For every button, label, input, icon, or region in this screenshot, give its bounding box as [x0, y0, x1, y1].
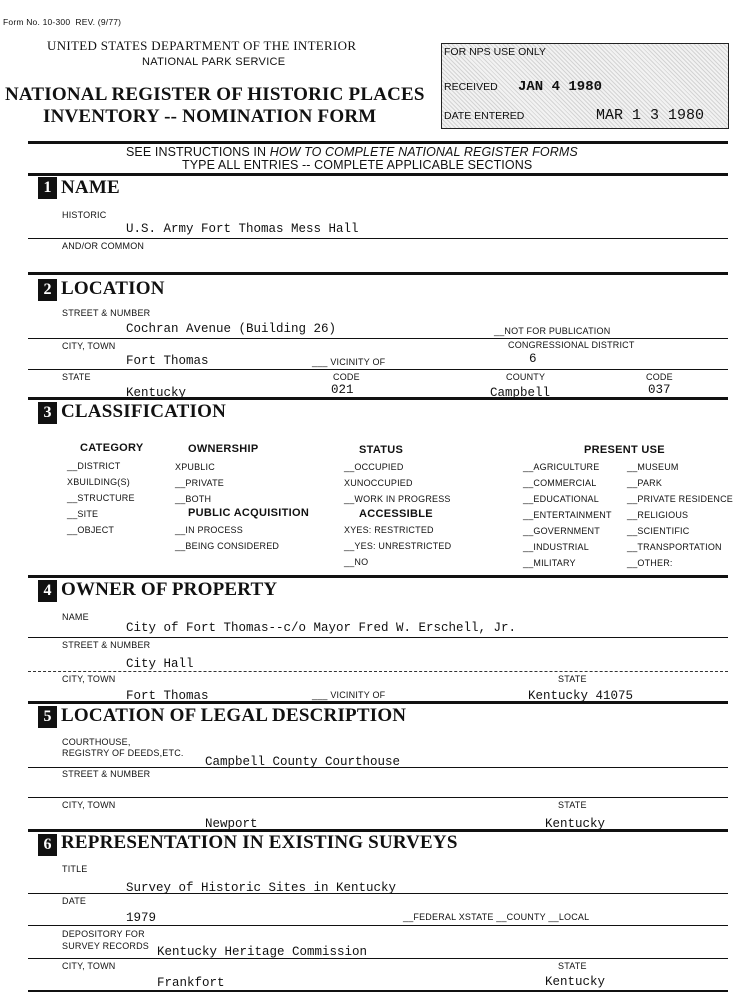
- status-heading: STATUS: [359, 444, 404, 456]
- field-rule: [28, 893, 728, 894]
- survey-date-label: DATE: [62, 896, 87, 906]
- section-number-4: 4: [38, 580, 57, 602]
- instructions-line1: SEE INSTRUCTIONS IN HOW TO COMPLETE NATIONAL REGISTER FORMS: [126, 145, 578, 159]
- code-label: CODE: [333, 372, 360, 382]
- legal-city-value: Newport: [205, 817, 258, 831]
- form-title-line2: INVENTORY -- NOMINATION FORM: [43, 106, 377, 127]
- accessible-option: __YES: UNRESTRICTED: [344, 541, 452, 551]
- category-heading: CATEGORY: [80, 442, 144, 454]
- form-number: Form No. 10-300 REV. (9/77): [3, 17, 122, 27]
- present-use-option: __PARK: [627, 478, 663, 488]
- category-option: __DISTRICT: [67, 461, 121, 471]
- field-rule: [28, 925, 728, 926]
- section-title-name: NAME: [61, 177, 120, 198]
- ownership-option: __BOTH: [175, 494, 212, 504]
- service-name: NATIONAL PARK SERVICE: [142, 56, 286, 68]
- present-use-option: __EDUCATIONAL: [523, 494, 599, 504]
- category-option: __STRUCTURE: [67, 493, 135, 503]
- status-option: __OCCUPIED: [344, 462, 404, 472]
- accessible-option: XYES: RESTRICTED: [344, 525, 434, 535]
- owner-city-label: CITY, TOWN: [62, 674, 116, 684]
- date-entered-label: DATE ENTERED: [444, 110, 525, 122]
- city-value: Fort Thomas: [126, 354, 209, 368]
- received-label: RECEIVED: [444, 81, 498, 93]
- common-name-label: AND/OR COMMON: [62, 241, 145, 251]
- legal-state-label: STATE: [558, 800, 587, 810]
- legal-street-label: STREET & NUMBER: [62, 769, 151, 779]
- not-for-publication: __NOT FOR PUBLICATION: [494, 326, 611, 336]
- owner-street-label: STREET & NUMBER: [62, 640, 151, 650]
- state-label: STATE: [62, 372, 91, 382]
- code-label-2: CODE: [646, 372, 673, 382]
- state-value: Kentucky: [126, 386, 187, 400]
- depository-label-2: SURVEY RECORDS: [62, 941, 149, 951]
- received-stamp: JAN 4 1980: [518, 79, 603, 95]
- survey-level-options: __FEDERAL XSTATE __COUNTY __LOCAL: [403, 912, 590, 922]
- courthouse-label: COURTHOUSE,: [62, 737, 131, 747]
- section-rule: [28, 173, 728, 176]
- owner-state-value: Kentucky 41075: [528, 689, 634, 703]
- survey-city-value: Frankfort: [157, 976, 225, 990]
- section-number-3: 3: [38, 402, 57, 424]
- legal-city-label: CITY, TOWN: [62, 800, 116, 810]
- section-number-5: 5: [38, 706, 57, 728]
- present-use-option: __ENTERTAINMENT: [523, 510, 612, 520]
- form-title-line1: NATIONAL REGISTER OF HISTORIC PLACES: [5, 84, 425, 105]
- present-use-option: __MUSEUM: [627, 462, 679, 472]
- section-number-1: 1: [38, 177, 57, 199]
- street-value: Cochran Avenue (Building 26): [126, 322, 337, 336]
- registry-label: REGISTRY OF DEEDS,ETC.: [62, 748, 184, 758]
- owner-street-value: City Hall: [126, 657, 194, 671]
- field-rule: [28, 797, 728, 798]
- owner-name-label: NAME: [62, 612, 89, 622]
- state-code-value: 021: [331, 383, 354, 397]
- date-entered-stamp: MAR 1 3 1980: [596, 107, 705, 124]
- ownership-option: XPUBLIC: [175, 462, 215, 472]
- congressional-district-value: 6: [529, 352, 537, 366]
- present-use-option: __COMMERCIAL: [523, 478, 597, 488]
- survey-state-value: Kentucky: [545, 975, 606, 989]
- field-rule: [28, 671, 728, 672]
- accessible-heading: ACCESSIBLE: [359, 508, 433, 520]
- present-use-option: __SCIENTIFIC: [627, 526, 690, 536]
- section-title-legal-description: LOCATION OF LEGAL DESCRIPTION: [61, 705, 407, 726]
- present-use-option: __AGRICULTURE: [523, 462, 600, 472]
- survey-state-label: STATE: [558, 961, 587, 971]
- depository-label-1: DEPOSITORY FOR: [62, 929, 145, 939]
- owner-vicinity-label: ___ VICINITY OF: [312, 690, 386, 700]
- vicinity-label: ___ VICINITY OF: [312, 357, 386, 367]
- department-name: UNITED STATES DEPARTMENT OF THE INTERIOR: [47, 38, 357, 53]
- ownership-heading: OWNERSHIP: [188, 443, 259, 455]
- acquisition-option: __IN PROCESS: [175, 525, 243, 535]
- field-rule: [28, 637, 728, 638]
- county-code-value: 037: [648, 383, 671, 397]
- field-rule: [28, 958, 728, 959]
- status-option: XUNOCCUPIED: [344, 478, 413, 488]
- present-use-option: __INDUSTRIAL: [523, 542, 589, 552]
- survey-title-value: Survey of Historic Sites in Kentucky: [126, 881, 397, 895]
- street-number-label: STREET & NUMBER: [62, 308, 151, 318]
- section-rule: [28, 397, 728, 400]
- field-rule: [28, 369, 728, 370]
- owner-city-value: Fort Thomas: [126, 689, 209, 703]
- ownership-option: __PRIVATE: [175, 478, 224, 488]
- section-title-classification: CLASSIFICATION: [61, 401, 227, 422]
- accessible-option: __NO: [344, 557, 369, 567]
- section-rule: [28, 701, 728, 704]
- present-use-option: __TRANSPORTATION: [627, 542, 722, 552]
- field-rule: [28, 338, 728, 339]
- county-value: Campbell: [490, 386, 551, 400]
- historic-label: HISTORIC: [62, 210, 107, 220]
- survey-city-label: CITY, TOWN: [62, 961, 116, 971]
- congressional-district-label: CONGRESSIONAL DISTRICT: [508, 340, 635, 350]
- legal-state-value: Kentucky: [545, 817, 606, 831]
- owner-state-label: STATE: [558, 674, 587, 684]
- field-rule: [28, 767, 728, 768]
- present-use-option: __GOVERNMENT: [523, 526, 600, 536]
- present-use-option: __MILITARY: [523, 558, 576, 568]
- acquisition-option: __BEING CONSIDERED: [175, 541, 280, 551]
- courthouse-value: Campbell County Courthouse: [205, 755, 401, 769]
- present-use-option: __PRIVATE RESIDENCE: [627, 494, 733, 504]
- instructions-line2: TYPE ALL ENTRIES -- COMPLETE APPLICABLE SECTIONS: [182, 158, 533, 172]
- survey-title-label: TITLE: [62, 864, 88, 874]
- depository-value: Kentucky Heritage Commission: [157, 945, 368, 959]
- bottom-rule: [28, 990, 728, 992]
- nps-box-heading: FOR NPS USE ONLY: [444, 46, 546, 58]
- present-use-heading: PRESENT USE: [584, 444, 665, 456]
- historic-name-value: U.S. Army Fort Thomas Mess Hall: [126, 222, 359, 236]
- section-rule: [28, 272, 728, 275]
- field-rule: [28, 238, 728, 239]
- section-rule: [28, 575, 728, 578]
- present-use-option: __OTHER:: [627, 558, 673, 568]
- section-number-2: 2: [38, 279, 57, 301]
- city-town-label: CITY, TOWN: [62, 341, 116, 351]
- category-option: XBUILDING(S): [67, 477, 130, 487]
- category-option: __SITE: [67, 509, 99, 519]
- county-label: COUNTY: [506, 372, 546, 382]
- category-option: __OBJECT: [67, 525, 115, 535]
- section-title-surveys: REPRESENTATION IN EXISTING SURVEYS: [61, 832, 458, 853]
- owner-name-value: City of Fort Thomas--c/o Mayor Fred W. Erschell, Jr.: [126, 621, 517, 635]
- public-acquisition-heading: PUBLIC ACQUISITION: [188, 507, 310, 519]
- section-title-owner: OWNER OF PROPERTY: [61, 579, 278, 600]
- status-option: __WORK IN PROGRESS: [344, 494, 451, 504]
- present-use-option: __RELIGIOUS: [627, 510, 689, 520]
- survey-date-value: 1979: [126, 911, 157, 925]
- section-title-location: LOCATION: [61, 278, 165, 299]
- top-rule: [28, 141, 728, 144]
- section-number-6: 6: [38, 834, 57, 856]
